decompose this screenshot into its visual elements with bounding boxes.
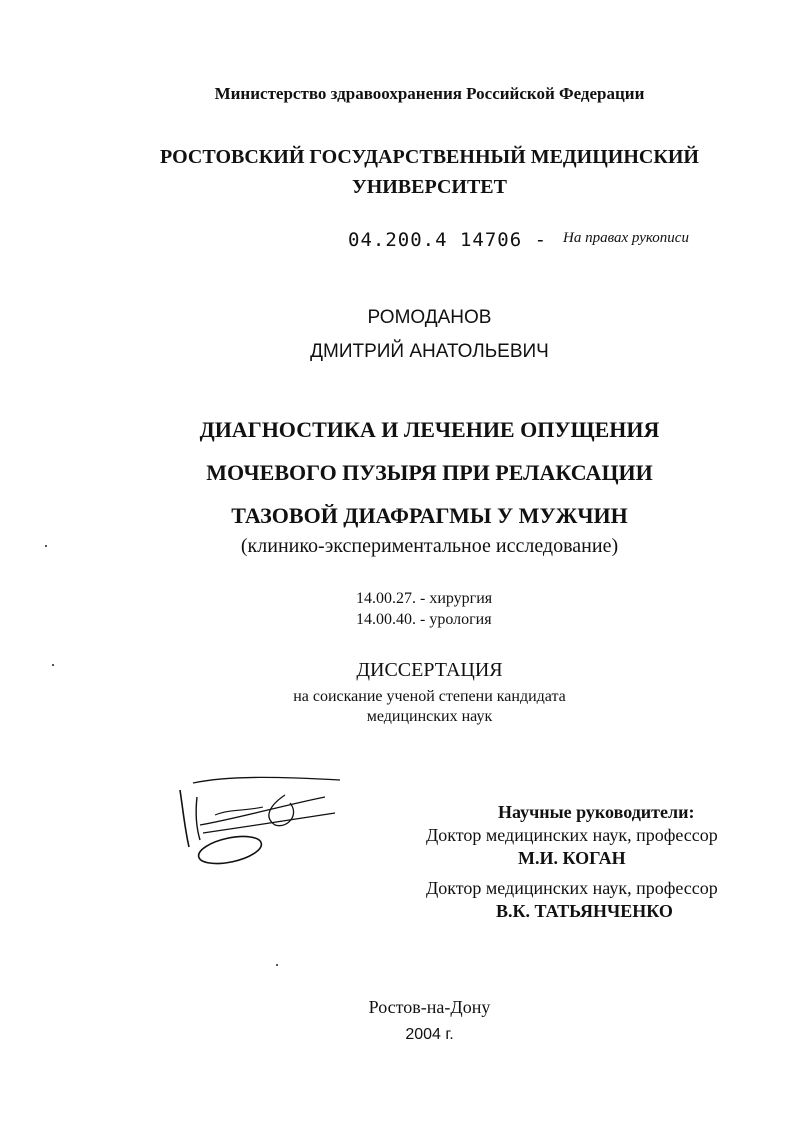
dissertation-type: ДИССЕРТАЦИЯ: [356, 659, 503, 681]
specialties: [356, 588, 492, 630]
scan-speck: [276, 964, 278, 966]
specialty-urology: 14.00.40. - урология: [356, 611, 492, 628]
title-line-2: МОЧЕВОГО ПУЗЫРЯ ПРИ РЕЛАКСАЦИИ: [206, 460, 653, 485]
title-line-3: ТАЗОВОЙ ДИАФРАГМЫ У МУЖЧИН: [231, 503, 628, 528]
supervisor-2-name: В.К. ТАТЬЯНЧЕНКО: [496, 901, 673, 921]
university-name: [0, 142, 799, 202]
supervisor-1-name: М.И. КОГАН: [518, 848, 626, 868]
specialty-surgery: 14.00.27. - хирургия: [356, 590, 493, 607]
degree-line-2: медицинских наук: [366, 708, 493, 725]
author-block: [0, 301, 799, 369]
supervisors-heading: Научные руководители:: [498, 802, 695, 822]
scan-speck: [45, 545, 47, 547]
degree-statement: [0, 687, 799, 727]
author-signature: [175, 775, 350, 870]
title-subtitle: (клинико-экспериментальное исследование): [240, 535, 619, 557]
title-line-1: ДИАГНОСТИКА И ЛЕЧЕНИЕ ОПУЩЕНИЯ: [199, 417, 660, 442]
supervisor-2-title: Доктор медицинских наук, профессор: [426, 878, 718, 898]
university-line-2: УНИВЕРСИТЕТ: [352, 176, 507, 198]
dissertation-title: [0, 408, 799, 537]
supervisor-1-title: Доктор медицинских наук, профессор: [426, 825, 718, 845]
year: 2004 г.: [405, 1026, 454, 1043]
ministry-line: Министерство здравоохранения Российской Федерации: [214, 84, 645, 103]
registry-code: 04.200.4 14706 -: [348, 229, 548, 251]
author-name: ДМИТРИЙ АНАТОЛЬЕВИЧ: [310, 341, 549, 362]
degree-line-1: на соискание ученой степени кандидата: [293, 688, 566, 705]
scan-speck: [52, 664, 54, 666]
university-line-1: РОСТОВСКИЙ ГОСУДАРСТВЕННЫЙ МЕДИЦИНСКИЙ: [160, 146, 699, 168]
city: Ростов-на-Дону: [368, 997, 491, 1017]
rights-note: На правах рукописи: [563, 230, 689, 246]
author-surname: РОМОДАНОВ: [367, 307, 492, 328]
